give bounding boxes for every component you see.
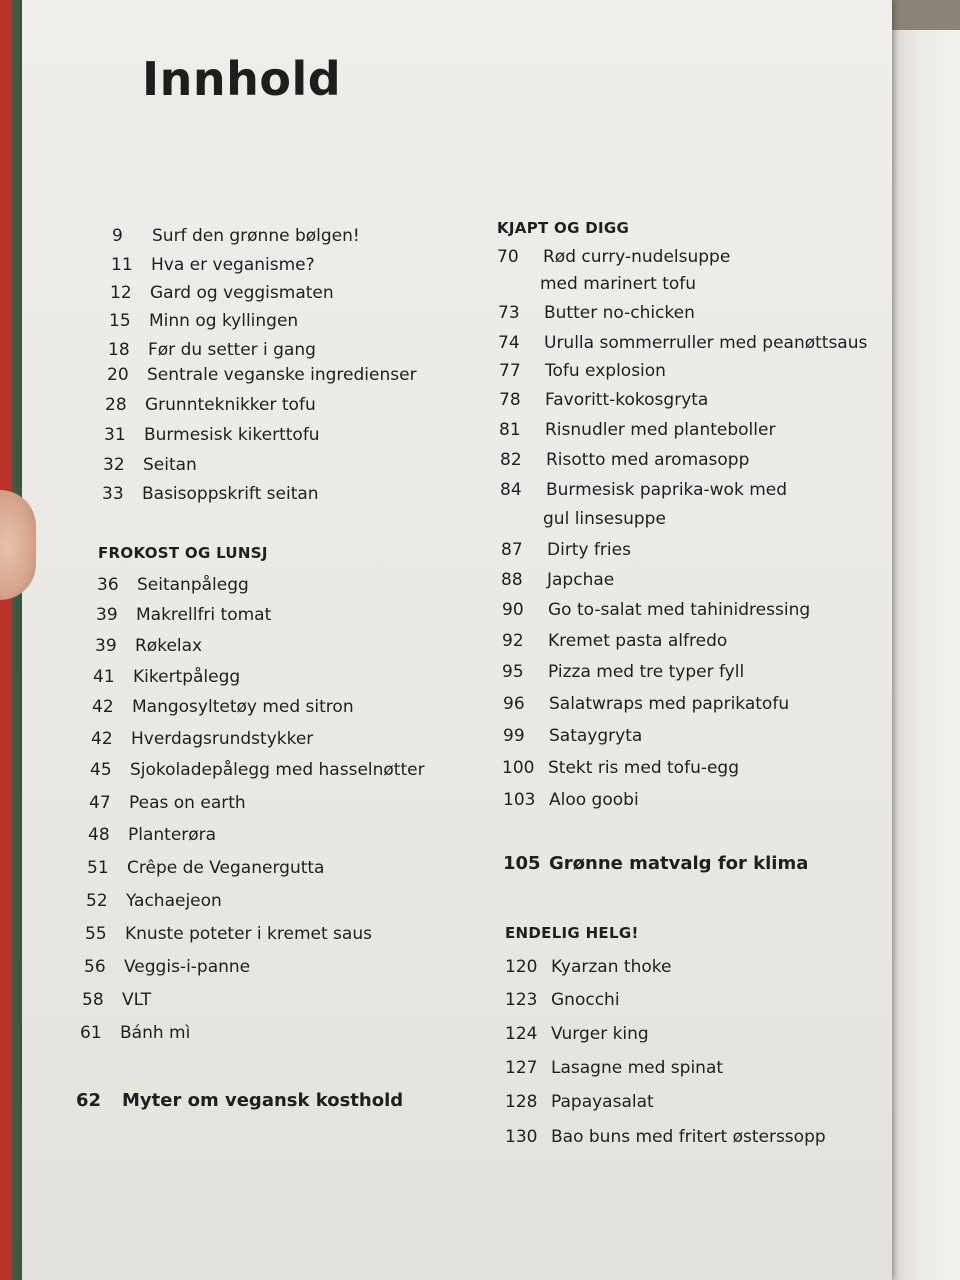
- page-number: 47: [89, 793, 111, 813]
- page-number: 58: [82, 990, 104, 1010]
- page-number: 78: [499, 390, 521, 410]
- toc-entry: [501, 567, 614, 593]
- toc-entry: [503, 691, 789, 717]
- entry-title: Grunnteknikker tofu: [145, 395, 316, 415]
- toc-entry: [498, 330, 867, 356]
- page-number: 84: [500, 480, 522, 500]
- page-number: 127: [505, 1058, 538, 1078]
- toc-entry: [89, 790, 246, 816]
- toc-entry: [112, 223, 360, 249]
- entry-title: Rød curry-nudelsuppe: [543, 247, 731, 267]
- toc-entry: [502, 659, 744, 685]
- toc-entry: [84, 954, 250, 980]
- entry-title: Sjokoladepålegg med hasselnøtter: [130, 760, 425, 780]
- entry-title: Gard og veggismaten: [150, 283, 334, 303]
- page-number: 128: [505, 1092, 538, 1112]
- entry-title: Minn og kyllingen: [149, 311, 299, 331]
- page-number: 56: [84, 957, 106, 977]
- toc-entry: [85, 921, 372, 947]
- page-number: 11: [111, 255, 133, 275]
- page-number: 123: [505, 990, 538, 1010]
- page-number: 41: [93, 667, 115, 687]
- toc-entry: [109, 308, 298, 334]
- section-heading: ENDELIG HELG!: [505, 924, 639, 942]
- toc-entry: [103, 452, 197, 478]
- toc-entry: [500, 447, 749, 473]
- page-number: 12: [110, 283, 132, 303]
- toc-entry-continuation: gul linsesuppe: [543, 509, 666, 529]
- page-number: 96: [503, 694, 525, 714]
- page-number: 55: [85, 924, 107, 944]
- featured-entry: [503, 853, 808, 874]
- entry-title: Hva er veganisme?: [151, 255, 315, 275]
- toc-entry: [500, 477, 787, 503]
- toc-entry: [505, 987, 620, 1013]
- entry-title: Kyarzan thoke: [551, 957, 672, 977]
- entry-title: Makrellfri tomat: [136, 605, 272, 625]
- toc-entry: [91, 726, 313, 752]
- featured-entry: [76, 1090, 403, 1111]
- entry-title: Burmesisk paprika-wok med: [546, 480, 788, 500]
- page-number: 48: [88, 825, 110, 845]
- entry-title: Papayasalat: [551, 1092, 654, 1112]
- page-number: 74: [498, 333, 520, 353]
- entry-title: Veggis-i-panne: [124, 957, 251, 977]
- entry-title: Risnudler med planteboller: [545, 420, 776, 440]
- page-number: 52: [86, 891, 108, 911]
- page-number: 95: [502, 662, 524, 682]
- page-number: 61: [80, 1023, 102, 1043]
- page-number: 73: [498, 303, 520, 323]
- toc-entry: [107, 362, 417, 388]
- entry-title: Kremet pasta alfredo: [548, 631, 728, 651]
- entry-title: Urulla sommerruller med peanøttsaus: [544, 333, 868, 353]
- toc-entry: [96, 602, 271, 628]
- page-number: 100: [502, 758, 535, 778]
- page-number: 92: [502, 631, 524, 651]
- toc-entry: [80, 1020, 190, 1046]
- entry-title: Basisoppskrift seitan: [142, 484, 319, 504]
- page-number: 51: [87, 858, 109, 878]
- toc-entry: [86, 888, 222, 914]
- entry-title: Bánh mì: [120, 1023, 191, 1043]
- toc-entry: [503, 787, 639, 813]
- entry-title: Stekt ris med tofu-egg: [548, 758, 740, 778]
- toc-entry: [93, 664, 240, 690]
- toc-entry: [505, 1124, 826, 1150]
- toc-entry: [505, 1055, 723, 1081]
- toc-entry: [108, 337, 316, 363]
- page-number: 42: [91, 729, 113, 749]
- page-number: 28: [105, 395, 127, 415]
- entry-title: Dirty fries: [547, 540, 631, 560]
- toc-entry: [104, 422, 320, 448]
- page-number: 31: [104, 425, 126, 445]
- toc-entry: [95, 633, 202, 659]
- page-number: 36: [97, 575, 119, 595]
- toc-entry: [502, 755, 739, 781]
- entry-title: Sentrale veganske ingredienser: [147, 365, 417, 385]
- page-number: 82: [500, 450, 522, 470]
- entry-title: Tofu explosion: [545, 361, 666, 381]
- entry-title: Go to-salat med tahinidressing: [548, 600, 811, 620]
- page-number: 99: [503, 726, 525, 746]
- entry-title: Crêpe de Veganergutta: [127, 858, 325, 878]
- page-number: 88: [501, 570, 523, 590]
- section-heading: FROKOST OG LUNSJ: [98, 544, 268, 562]
- entry-title: Røkelax: [135, 636, 203, 656]
- page-number: 39: [95, 636, 117, 656]
- page-number: 130: [505, 1127, 538, 1147]
- toc-entry: [97, 572, 249, 598]
- page-number: 20: [107, 365, 129, 385]
- page-number: 87: [501, 540, 523, 560]
- toc-entry: [105, 392, 316, 418]
- toc-entry: [502, 628, 727, 654]
- page-number: 9: [112, 226, 123, 246]
- entry-title: Sataygryta: [549, 726, 643, 746]
- entry-title: Surf den grønne bølgen!: [152, 226, 360, 246]
- page-number: 45: [90, 760, 112, 780]
- page-number: 77: [499, 361, 521, 381]
- toc-entry: [498, 300, 695, 326]
- toc-entry: [501, 537, 631, 563]
- entry-title: Vurger king: [551, 1024, 649, 1044]
- toc-entry: [502, 597, 810, 623]
- page-number: 105: [503, 853, 541, 874]
- entry-title: Hverdagsrundstykker: [131, 729, 314, 749]
- toc-entry: [87, 855, 324, 881]
- entry-title: VLT: [122, 990, 152, 1010]
- entry-title: Salatwraps med paprikatofu: [549, 694, 790, 714]
- page-number: 33: [102, 484, 124, 504]
- section-heading: KJAPT OG DIGG: [497, 219, 630, 237]
- page-number: 90: [502, 600, 524, 620]
- page-number: 81: [499, 420, 521, 440]
- toc-entry: [499, 358, 666, 384]
- entry-title: Seitan: [143, 455, 197, 475]
- toc-entry: [90, 757, 425, 783]
- book-cover-edge: [0, 0, 12, 1280]
- page-number: 42: [92, 697, 114, 717]
- entry-title: Aloo goobi: [549, 790, 639, 810]
- page-number: 62: [76, 1090, 102, 1111]
- toc-entry: [92, 694, 354, 720]
- entry-title: Grønne matvalg for klima: [549, 853, 809, 874]
- page-number: 32: [103, 455, 125, 475]
- facing-page-edge: [888, 30, 960, 1280]
- page-number: 124: [505, 1024, 538, 1044]
- toc-entry: [88, 822, 216, 848]
- entry-title: Planterøra: [128, 825, 217, 845]
- entry-title: Før du setter i gang: [148, 340, 316, 360]
- contents-page: [22, 0, 892, 1280]
- entry-title: Japchae: [547, 570, 615, 590]
- toc-entry: [505, 1021, 649, 1047]
- page-number: 15: [109, 311, 131, 331]
- entry-title: Mangosyltetøy med sitron: [132, 697, 354, 717]
- page-title: Innhold: [142, 52, 342, 106]
- toc-entry-continuation: med marinert tofu: [540, 274, 697, 294]
- entry-title: Myter om vegansk kosthold: [122, 1090, 404, 1111]
- toc-entry: [499, 417, 775, 443]
- toc-entry: [102, 481, 319, 507]
- page-number: 120: [505, 957, 538, 977]
- page-number: 103: [503, 790, 536, 810]
- entry-title: Seitanpålegg: [137, 575, 249, 595]
- toc-entry: [497, 244, 730, 270]
- entry-title: Burmesisk kikerttofu: [144, 425, 320, 445]
- entry-title: Gnocchi: [551, 990, 620, 1010]
- toc-entry: [499, 387, 708, 413]
- entry-title: Peas on earth: [129, 793, 246, 813]
- toc-entry: [503, 723, 642, 749]
- toc-entry: [111, 252, 315, 278]
- entry-title: Knuste poteter i kremet saus: [125, 924, 372, 944]
- page-number: 18: [108, 340, 130, 360]
- entry-title: Favoritt-kokosgryta: [545, 390, 709, 410]
- entry-title: Lasagne med spinat: [551, 1058, 724, 1078]
- entry-title: Bao buns med fritert østerssopp: [551, 1127, 826, 1147]
- toc-entry: [110, 280, 334, 306]
- toc-entry: [82, 987, 151, 1013]
- toc-entry: [505, 1089, 654, 1115]
- entry-title: Yachaejeon: [126, 891, 222, 911]
- entry-title: Risotto med aromasopp: [546, 450, 750, 470]
- entry-title: Pizza med tre typer fyll: [548, 662, 745, 682]
- entry-title: Kikertpålegg: [133, 667, 241, 687]
- page-number: 39: [96, 605, 118, 625]
- toc-entry: [505, 954, 671, 980]
- page-number: 70: [497, 247, 519, 267]
- entry-title: Butter no-chicken: [544, 303, 695, 323]
